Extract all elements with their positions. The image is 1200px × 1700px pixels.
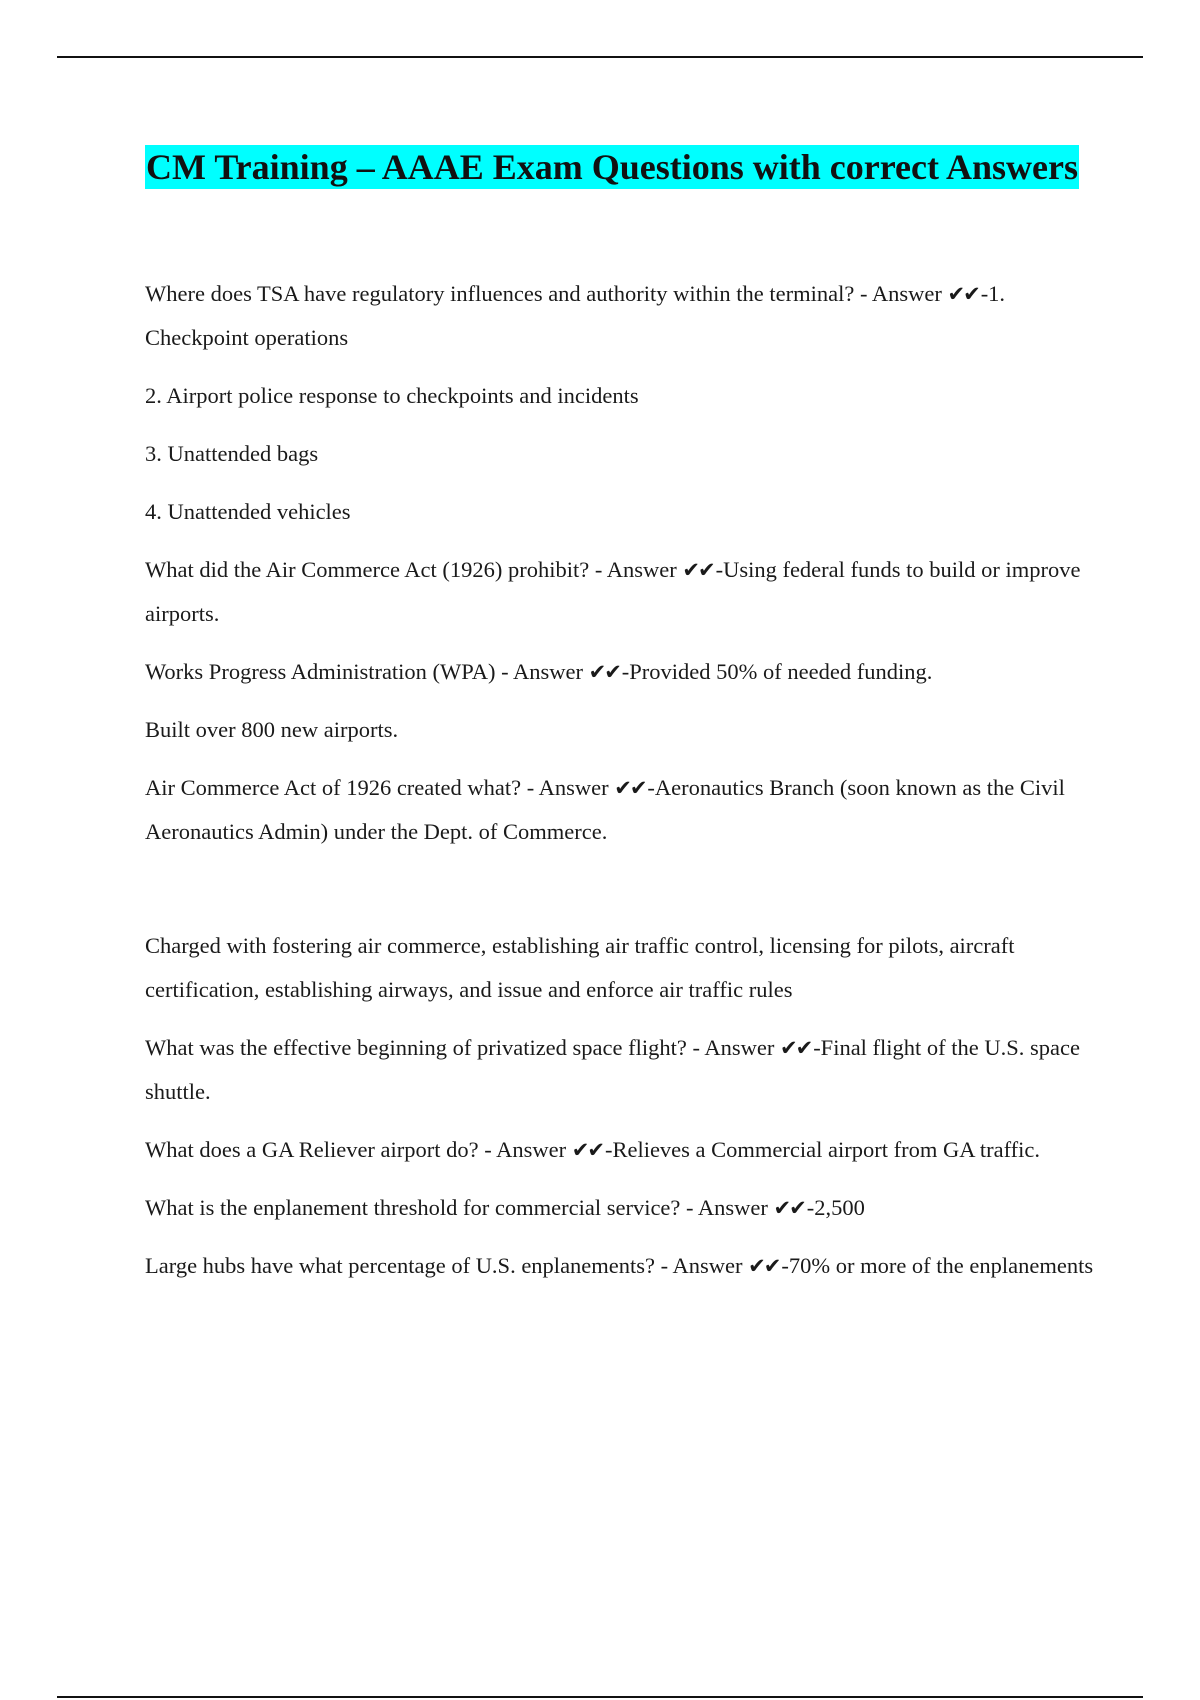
qa-entry (145, 272, 1095, 360)
list-item: 3. Unattended bags (145, 441, 319, 466)
double-check-icon: ✔✔ (571, 1138, 603, 1162)
answer-text: -2,500 (806, 1195, 865, 1220)
answer-label: - Answer (484, 1137, 567, 1162)
header-rule (57, 56, 1143, 58)
double-check-icon: ✔✔ (773, 1196, 805, 1220)
question-text: Air Commerce Act of 1926 created what? (145, 775, 522, 800)
qa-entry (145, 1128, 1095, 1172)
answer-text: -Provided 50% of needed funding. (621, 659, 933, 684)
answer-label: - Answer (594, 557, 677, 582)
answer-label: - Answer (526, 775, 609, 800)
title-block (145, 145, 1088, 189)
qa-entry (145, 650, 1095, 694)
double-check-icon: ✔✔ (682, 558, 714, 582)
list-item: 2. Airport police response to checkpoints and incidents (145, 383, 639, 408)
double-check-icon: ✔✔ (748, 1254, 780, 1278)
question-text: Works Progress Administration (WPA) (145, 659, 496, 684)
question-text: What is the enplanement threshold for commercial service? (145, 1195, 681, 1220)
answer-label: - Answer (860, 281, 942, 306)
qa-entry (145, 1026, 1095, 1114)
question-text: What does a GA Reliever airport do? (145, 1137, 479, 1162)
answer-text: -Aeronautics Branch (soon known as the Civil Aeronautics Admin) under the Dept. of Commerce. (145, 775, 1065, 844)
double-check-icon: ✔✔ (614, 776, 646, 800)
list-item: Built over 800 new airports. (145, 717, 399, 742)
double-check-icon: ✔✔ (947, 282, 979, 306)
footer-rule (57, 1696, 1143, 1698)
answer-label: - Answer (660, 1253, 743, 1278)
answer-text: -Final flight of the U.S. space shuttle. (145, 1035, 1081, 1104)
question-text: Large hubs have what percentage of U.S. enplanements? (145, 1253, 656, 1278)
answer-label: - Answer (501, 659, 583, 684)
question-text: What was the effective beginning of privatized space flight? (145, 1035, 687, 1060)
double-check-icon: ✔✔ (779, 1036, 812, 1060)
document-title: CM Training – AAAE Exam Questions with correct Answers (146, 147, 1078, 187)
answer-text: -70% or more of the enplanements (781, 1253, 1094, 1278)
answer-text: -Relieves a Commercial airport from GA traffic. (604, 1137, 1041, 1162)
qa-entry (145, 1244, 1095, 1288)
document-body (145, 272, 1095, 1302)
question-text: Where does TSA have regulatory influences and authority within the terminal? (145, 281, 855, 306)
answer-text: -Using federal funds to build or improve airports. (145, 557, 1081, 626)
answer-text: -1. Checkpoint operations (145, 281, 1006, 350)
answer-label: - Answer (692, 1035, 775, 1060)
qa-entry (145, 766, 1095, 854)
body-paragraph: Charged with fostering air commerce, establishing air traffic control, licensing for pilots, aircraft certification, establishing airways, and issue and enforce air traffic rules (145, 933, 1015, 1002)
qa-entry (145, 1186, 1095, 1230)
qa-entry (145, 548, 1095, 636)
double-check-icon: ✔✔ (588, 660, 620, 684)
answer-label: - Answer (686, 1195, 768, 1220)
list-item: 4. Unattended vehicles (145, 499, 351, 524)
paragraph-gap (145, 868, 1095, 924)
question-text: What did the Air Commerce Act (1926) prohibit? (145, 557, 590, 582)
